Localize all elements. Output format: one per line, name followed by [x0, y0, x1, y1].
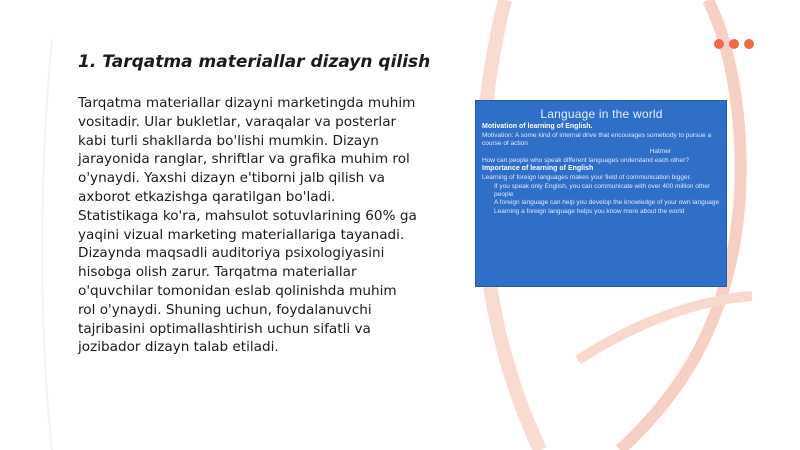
- dot-icon: [744, 39, 754, 49]
- panel-heading: Motivation of learning of English.: [482, 123, 593, 130]
- panel-line: Hatmer: [649, 148, 671, 156]
- panel-line: A foreign language can help you develop the knowledge of your own language: [494, 199, 720, 207]
- language-slide-image: [475, 100, 727, 287]
- menu-dots: [714, 39, 754, 49]
- panel-line: Motivation: A some kind of internal drive that encourages somebody to pursue a course of action: [482, 132, 712, 147]
- panel-line: Learning of foreign languages makes your field of communication bigger.: [482, 174, 692, 182]
- panel-heading: Importance of learning of English: [482, 165, 594, 173]
- panel-line: If you speak only English, you can communicate with over 400 million other people: [494, 182, 711, 198]
- panel-line: How can people who speak different languages understand each other?: [482, 156, 689, 164]
- panel-title: Language in the world: [540, 107, 663, 121]
- dot-icon: [729, 39, 739, 49]
- slide-body-text: Tarqatma materiallar dizayni marketingda muhim vositadir. Ular bukletlar, varaqalar va posterlar kabi turli shakllarda bo'lishi mumkin. Dizayn jarayonida ranglar, shriftlar va grafika muhim rol o'ynaydi. Yaxshi dizayn e'tiborni jalb qilish va axborot etkazishga qaratilgan bo'ladi. Statistikaga ko'ra, mahsulot sotuvlarining 60% ga yaqini vizual marketing materiallariga tayanadi. Dizaynda maqsadli auditoriya psixologiyasini hisobga olish zarur. Tarqatma materiallar o'quvchilar tomonidan eslab qolinishda muhim rol o'ynaydi. Shuning uchun, foydalanuvchi tajribasini optimallashtirish uchun sifatli va jozibador dizayn talab etiladi.: [78, 95, 417, 356]
- slide-title: 1. Tarqatma materiallar dizayn qilish: [78, 52, 431, 72]
- dot-icon: [714, 39, 724, 49]
- panel-line: Learning a foreign language helps you know more about the world: [494, 207, 685, 215]
